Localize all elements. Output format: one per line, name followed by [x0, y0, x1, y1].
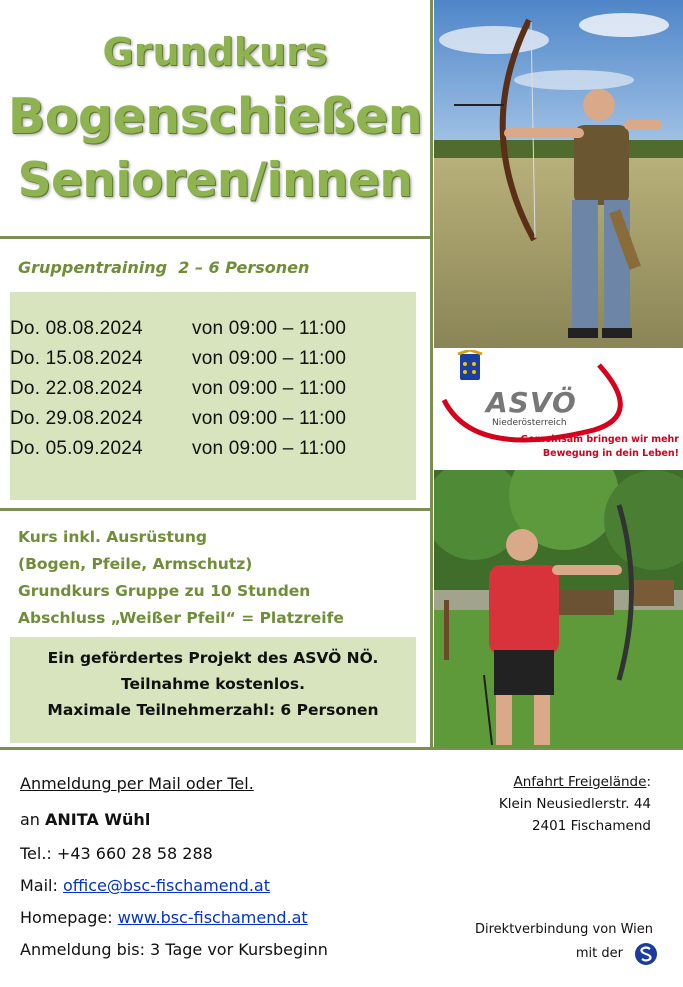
- s-bahn-icon: [634, 942, 658, 966]
- date: Do. 15.08.2024: [10, 348, 143, 369]
- asvo-region: Niederösterreich: [492, 418, 567, 428]
- mail-row: [20, 876, 270, 895]
- homepage-label: Homepage:: [20, 908, 118, 927]
- photo-archer-field: [434, 0, 683, 348]
- time: von 09:00 – 11:00: [192, 378, 347, 399]
- contact-name: ANITA Wühl: [45, 810, 151, 829]
- transit-line-1: Direktverbindung von Wien: [475, 922, 653, 937]
- course-info-line: Kurs inkl. Ausrüstung: [18, 528, 208, 546]
- location-colon: :: [646, 774, 651, 790]
- homepage-row: [20, 908, 308, 927]
- divider-title: [0, 236, 430, 239]
- asvo-name: ASVÖ: [486, 386, 577, 419]
- date: Do. 29.08.2024: [10, 408, 143, 429]
- date: Do. 22.08.2024: [10, 378, 143, 399]
- course-info-line: Abschluss „Weißer Pfeil“ = Platzreife: [18, 609, 344, 627]
- location-street: Klein Neusiedlerstr. 44: [498, 796, 651, 812]
- registration-heading: Anmeldung per Mail oder Tel.: [20, 774, 254, 793]
- deadline: Anmeldung bis: 3 Tage vor Kursbeginn: [20, 940, 328, 959]
- location-city: 2401 Fischamend: [531, 818, 651, 834]
- date: Do. 08.08.2024: [10, 318, 143, 339]
- name-prefix: an: [20, 810, 46, 829]
- time: von 09:00 – 11:00: [192, 408, 347, 429]
- transit-line-2: mit der: [575, 946, 623, 961]
- title-line-3: Senioren/innen: [17, 153, 413, 208]
- asvo-logo: [434, 350, 683, 466]
- asvo-slogan-2: Bewegung in dein Leben!: [542, 448, 679, 459]
- mail-link[interactable]: office@bsc-fischamend.at: [62, 876, 270, 895]
- course-info-line: (Bogen, Pfeile, Armschutz): [18, 555, 253, 573]
- subtitle: Gruppentraining 2 – 6 Personen: [18, 258, 310, 277]
- photo-archer-garden-art: [434, 470, 683, 748]
- project-line: Ein gefördertes Projekt des ASVÖ NÖ.: [47, 649, 379, 667]
- homepage-link[interactable]: www.bsc-fischamend.at: [117, 908, 308, 927]
- time: von 09:00 – 11:00: [192, 438, 347, 459]
- location-heading: [514, 774, 652, 790]
- divider-middle: [0, 508, 430, 511]
- date: Do. 05.09.2024: [10, 438, 143, 459]
- title-line-1: Grundkurs: [102, 30, 328, 74]
- asvo-slogan-1: Gemeinsam bringen wir mehr: [520, 434, 679, 445]
- course-info-line: Grundkurs Gruppe zu 10 Stunden: [18, 582, 311, 600]
- project-line: Teilnahme kostenlos.: [120, 675, 306, 693]
- registration-name: [20, 810, 150, 829]
- mail-label: Mail:: [20, 876, 63, 895]
- time: von 09:00 – 11:00: [192, 318, 347, 339]
- project-line: Maximale Teilnehmerzahl: 6 Personen: [47, 701, 379, 719]
- phone: Tel.: +43 660 28 58 288: [20, 844, 213, 863]
- photo-archer-field-art: [434, 0, 683, 348]
- time: von 09:00 – 11:00: [192, 348, 347, 369]
- divider-vertical: [430, 0, 433, 748]
- location-heading-text: Anfahrt Freigelände: [513, 774, 647, 790]
- photo-archer-garden: [434, 470, 683, 748]
- title-line-2: Bogenschießen: [7, 88, 423, 145]
